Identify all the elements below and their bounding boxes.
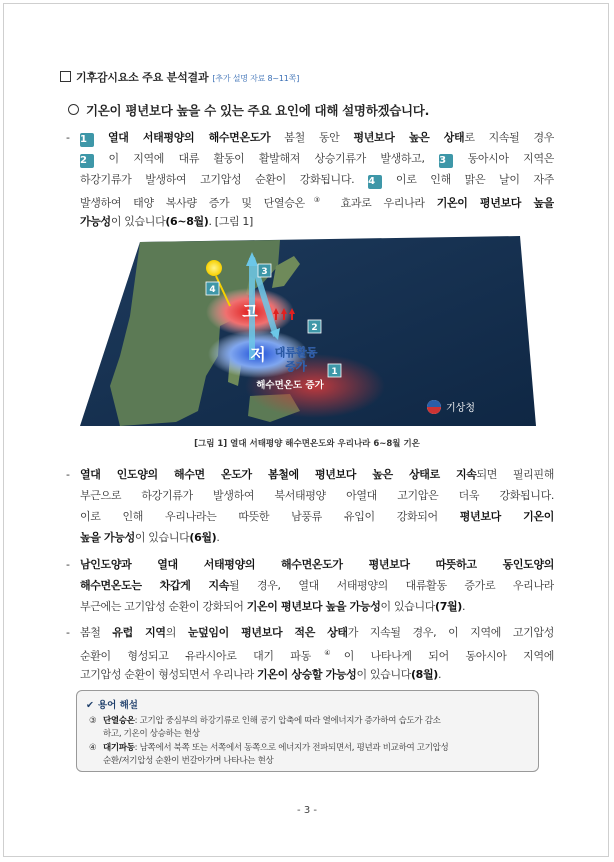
paragraph-europe-snow <box>66 622 554 685</box>
line: 고기압성 순환이 형성되면서 우리나라 기온이 상승할 가능성이 있습니다(8월). <box>80 668 442 681</box>
glossary-item: ④ 대기파동: 남쪽에서 북쪽 또는 서쪽에서 동쪽으로 에너지가 전파되면서, 평년과 비교하여 고기압성 순환/저기압성 순환이 번갈아가며 나타나는 현상 <box>89 743 449 766</box>
dash-bullet: - <box>66 626 70 639</box>
badge-3: 3 <box>439 154 453 168</box>
kma-logo-text: 기상청 <box>446 403 475 414</box>
figure-badge-2 <box>308 320 321 333</box>
badge-2: 2 <box>80 154 94 168</box>
line: 하강기류가 발생하여 고기압성 순환이 강화됩니다. 4 이로 인해 맑은 날이 자주 <box>80 173 554 187</box>
line: 가능성이 있습니다(6~8월). [그림 1] <box>80 215 253 228</box>
figure-caption: [그림 1] 열대 서태평양 해수면온도와 우리나라 6~8월 기온 <box>194 439 420 449</box>
section-heading-note: [추가 설명 자료 8~11쪽] <box>212 74 300 83</box>
line: 열대 인도양의 해수면 온도가 봄철에 평년보다 높은 상태로 지속되면 필리핀해 <box>80 468 554 481</box>
subheading <box>68 101 429 119</box>
sun-icon <box>206 260 222 276</box>
page-number: - 3 - <box>297 805 317 816</box>
badge-1: 1 <box>80 133 94 147</box>
line: 2 이 지역에 대류 활동이 활발해져 상승기류가 발생하고, 3 동아시아 지역은 <box>80 152 554 166</box>
checkmark-icon: ✔ <box>86 700 94 711</box>
dash-bullet: - <box>66 131 70 144</box>
updraft-arrow-heads <box>273 308 295 314</box>
figure-badge-1 <box>328 364 341 377</box>
line: 부근으로 하강기류가 발생하여 북서태평양 아열대 고기압은 더욱 강화됩니다. <box>80 489 554 502</box>
paragraph-south-indian-ocean <box>66 554 554 617</box>
line: 해수면온도는 차갑게 지속될 경우, 열대 서태평양의 대류활동 증가로 우리나라 <box>80 579 554 592</box>
svg-text:1: 1 <box>331 367 338 377</box>
high-label: 고 <box>242 302 258 321</box>
figure-badge-3 <box>258 264 271 277</box>
convection-label-1: 대류활동 <box>274 346 318 359</box>
circle-bullet-icon <box>68 104 79 115</box>
paragraph-pacific-sst <box>66 127 554 232</box>
paragraph-indian-ocean <box>66 464 554 548</box>
section-heading <box>60 69 299 85</box>
line: 1 열대 서태평양의 해수면온도가 봄철 동안 평년보다 높은 상태로 지속될 경우 <box>80 131 554 145</box>
svg-text:4: 4 <box>209 285 216 295</box>
line: 부근에는 고기압성 순환이 강화되어 기온이 평년보다 높을 가능성이 있습니다(7월). <box>80 600 466 613</box>
glossary-box <box>76 690 539 772</box>
section-heading-title: 기후감시요소 주요 분석결과 <box>76 71 209 84</box>
figure-badge-4 <box>206 282 219 295</box>
glossary-title: ✔ 용어 해설 <box>86 700 138 711</box>
sst-label: 해수면온도 증가 <box>256 380 324 391</box>
climate-figure-map <box>80 236 536 426</box>
checkbox-square-icon <box>60 71 71 82</box>
glossary-item: ③ 단열승온: 고기압 중심부의 하강기류로 인해 공기 압축에 따라 열에너지가 증가하여 습도가 감소 하고, 기온이 상승하는 현상 <box>89 716 441 739</box>
svg-text:3: 3 <box>261 267 268 277</box>
svg-text:2: 2 <box>311 323 318 333</box>
line: 남인도양과 열대 서태평양의 해수면온도가 평년보다 따뜻하고 동인도양의 <box>80 558 554 571</box>
line: 이로 인해 우리나라는 따뜻한 남풍류 유입이 강화되어 평년보다 기온이 <box>80 510 554 523</box>
line: 순환이 형성되고 유라시아로 대기 파동④이 나타나게 되어 동아시아 지역에 <box>80 649 554 663</box>
low-label: 저 <box>250 345 266 364</box>
line: 발생하여 태양 복사량 증가 및 단열승온③ 효과로 우리나라 기온이 평년보다 높을 <box>80 196 554 210</box>
dash-bullet: - <box>66 558 70 571</box>
line: 봄철 유럽 지역의 눈덮임이 평년보다 적은 상태가 지속될 경우, 이 지역에 고기압성 <box>80 626 554 639</box>
badge-4: 4 <box>368 175 382 189</box>
subheading-text: 기온이 평년보다 높을 수 있는 주요 요인에 대해 설명하겠습니다. <box>86 103 430 118</box>
kma-logo <box>427 400 475 414</box>
dash-bullet: - <box>66 468 70 481</box>
line: 높을 가능성이 있습니다(6월). <box>80 531 220 544</box>
convection-label-2: 증가 <box>285 360 307 373</box>
